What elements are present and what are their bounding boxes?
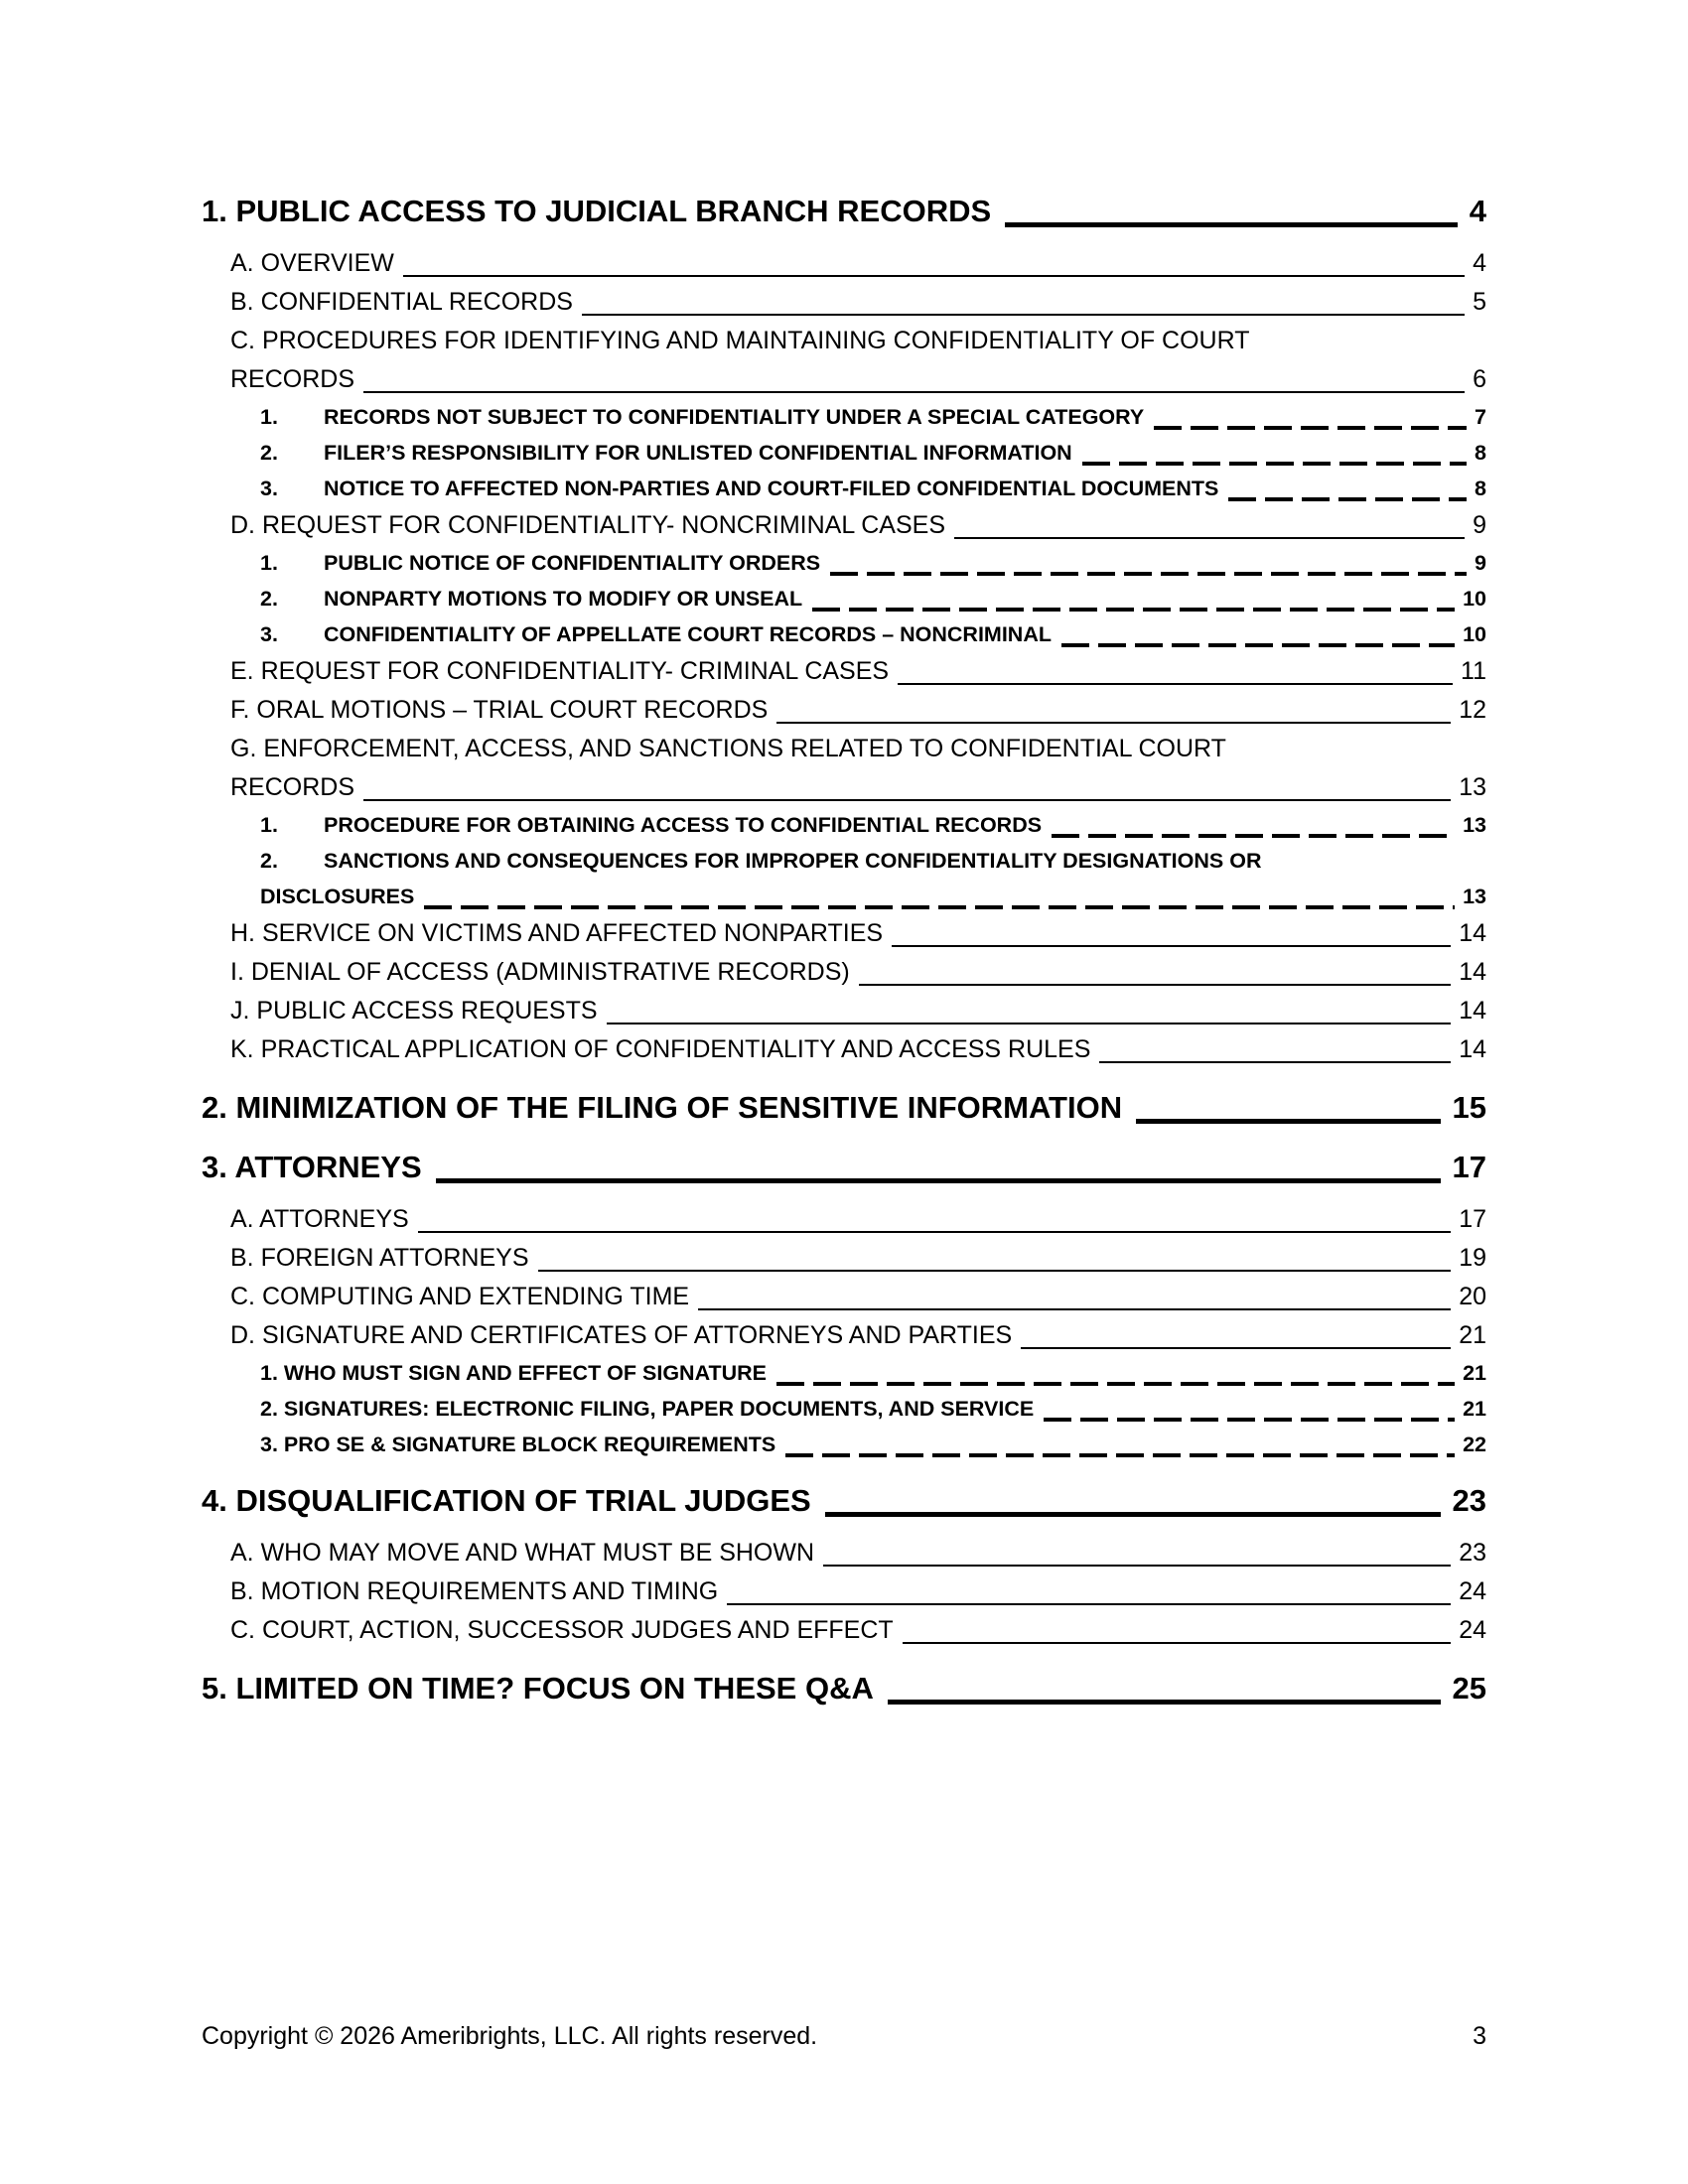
toc-leader-line <box>418 1231 1452 1233</box>
toc-entry[interactable] <box>260 545 1486 581</box>
toc-page-number: 9 <box>1473 511 1486 539</box>
copyright-text: Copyright © 2026 Ameribrights, LLC. All rights reserved. <box>202 2022 818 2050</box>
toc-entry-text: B. FOREIGN ATTORNEYS <box>230 1244 529 1272</box>
toc-entry-text: CONFIDENTIALITY OF APPELLATE COURT RECORDS – NONCRIMINAL <box>324 622 1052 646</box>
toc-entry[interactable] <box>260 807 1486 843</box>
toc-page-number: 10 <box>1463 622 1486 646</box>
toc-page-number: 4 <box>1473 249 1486 277</box>
toc-page-number: 14 <box>1459 958 1486 986</box>
toc-entry[interactable] <box>230 1030 1486 1069</box>
toc-entry-text: A. WHO MAY MOVE AND WHAT MUST BE SHOWN <box>230 1539 815 1567</box>
page-number: 3 <box>1473 2022 1486 2050</box>
toc-leader-line <box>1099 1061 1451 1063</box>
toc-leader-line <box>888 1700 1441 1705</box>
toc-page-number: 13 <box>1463 813 1486 837</box>
toc-entry-text: SANCTIONS AND CONSEQUENCES FOR IMPROPER CONFIDENTIALITY DESIGNATIONS OR <box>324 849 1262 873</box>
toc-page-number: 23 <box>1459 1539 1486 1567</box>
toc-page-number: 13 <box>1463 885 1486 908</box>
toc-leader-line <box>1082 462 1467 466</box>
toc-page-number: 24 <box>1459 1616 1486 1644</box>
toc-entry[interactable] <box>260 1355 1486 1391</box>
toc-entry-number: 1. <box>260 405 278 429</box>
toc-page-number: 20 <box>1459 1283 1486 1310</box>
toc-leader-line <box>727 1603 1451 1605</box>
toc-entry-number: 2. <box>260 587 278 611</box>
toc-leader-line <box>830 572 1467 576</box>
toc-leader-line <box>825 1512 1441 1517</box>
toc-entry-text: 4. DISQUALIFICATION OF TRIAL JUDGES <box>202 1483 811 1518</box>
toc-entry[interactable] <box>202 1480 1486 1522</box>
toc-entry-text: D. REQUEST FOR CONFIDENTIALITY- NONCRIMINAL CASES <box>230 511 946 539</box>
toc-leader-line <box>859 984 1451 986</box>
toc-entry-text: DISCLOSURES <box>260 885 415 908</box>
toc-leader-line <box>1228 497 1467 501</box>
toc-entry-wrap-line[interactable] <box>230 360 1486 399</box>
toc-entry-text: B. CONFIDENTIAL RECORDS <box>230 288 573 316</box>
toc-entry[interactable] <box>230 1611 1486 1650</box>
toc-entry-text: B. MOTION REQUIREMENTS AND TIMING <box>230 1577 719 1605</box>
toc-entry-wrap-line[interactable] <box>260 879 1486 914</box>
toc-entry[interactable] <box>260 843 1486 879</box>
toc-entry-text: 2. MINIMIZATION OF THE FILING OF SENSITIVE INFORMATION <box>202 1090 1123 1125</box>
toc-leader-line <box>1021 1347 1451 1349</box>
toc-entry-text: NOTICE TO AFFECTED NON-PARTIES AND COURT-FILED CONFIDENTIAL DOCUMENTS <box>324 477 1219 500</box>
toc-leader-line <box>538 1270 1452 1272</box>
toc-entry-text: E. REQUEST FOR CONFIDENTIALITY- CRIMINAL CASES <box>230 657 890 685</box>
toc-page-number: 12 <box>1459 696 1486 724</box>
toc-entry-text: 1. PUBLIC ACCESS TO JUDICIAL BRANCH RECORDS <box>202 194 992 228</box>
toc-leader-line <box>823 1565 1451 1567</box>
toc-entry-wrap-line[interactable] <box>230 768 1486 807</box>
toc-entry[interactable] <box>230 691 1486 730</box>
toc-leader-line <box>698 1308 1451 1310</box>
toc-page-number: 22 <box>1463 1433 1486 1456</box>
toc-page-number: 10 <box>1463 587 1486 611</box>
toc-entry[interactable] <box>230 730 1486 768</box>
toc-entry[interactable] <box>230 506 1486 545</box>
toc-leader-line <box>1061 643 1455 647</box>
toc-entry-text: G. ENFORCEMENT, ACCESS, AND SANCTIONS RELATED TO CONFIDENTIAL COURT <box>230 735 1226 762</box>
toc-page-number: 19 <box>1459 1244 1486 1272</box>
toc-entry-number: 3. <box>260 477 278 500</box>
toc-entry-number: 1. <box>260 551 278 575</box>
toc-entry-text: PROCEDURE FOR OBTAINING ACCESS TO CONFIDENTIAL RECORDS <box>324 813 1043 837</box>
toc-page-number: 9 <box>1475 551 1486 575</box>
toc-page-number: 8 <box>1475 477 1486 500</box>
toc-page-number: 7 <box>1475 405 1486 429</box>
toc-entry-text: A. OVERVIEW <box>230 249 394 277</box>
toc-entry[interactable] <box>260 1427 1486 1462</box>
toc-entry[interactable] <box>230 322 1486 360</box>
toc-page-number: 8 <box>1475 441 1486 465</box>
toc-page-number: 11 <box>1461 657 1486 685</box>
toc-page-number: 21 <box>1463 1361 1486 1385</box>
toc-page-number: 14 <box>1459 997 1486 1024</box>
toc-leader-line <box>903 1642 1452 1644</box>
toc-leader-line <box>436 1178 1441 1183</box>
toc-page-number: 13 <box>1459 773 1486 801</box>
toc-entry-text: FILER’S RESPONSIBILITY FOR UNLISTED CONFIDENTIAL INFORMATION <box>324 441 1072 465</box>
toc-entry[interactable] <box>230 992 1486 1030</box>
toc-entry-text: 1. WHO MUST SIGN AND EFFECT OF SIGNATURE <box>260 1361 768 1385</box>
toc-page-number: 24 <box>1459 1577 1486 1605</box>
toc-entry-text: C. COURT, ACTION, SUCCESSOR JUDGES AND EFFECT <box>230 1616 894 1644</box>
toc-entry-text: RECORDS <box>230 773 355 801</box>
toc-entry-number: 3. <box>260 622 278 646</box>
toc-entry[interactable] <box>202 191 1486 232</box>
toc-page-number: 21 <box>1459 1321 1486 1349</box>
toc-entry-text: H. SERVICE ON VICTIMS AND AFFECTED NONPARTIES <box>230 919 884 947</box>
toc-entry[interactable] <box>230 244 1486 283</box>
toc-entry-text: 3. ATTORNEYS <box>202 1150 422 1184</box>
toc-leader-line <box>1005 222 1458 227</box>
toc-page-number: 25 <box>1452 1671 1486 1706</box>
toc-leader-line <box>812 608 1455 612</box>
toc-entry[interactable] <box>230 914 1486 953</box>
toc-entry[interactable] <box>260 435 1486 471</box>
toc-entry[interactable] <box>260 581 1486 616</box>
toc-entry-text: 3. PRO SE & SIGNATURE BLOCK REQUIREMENTS <box>260 1433 776 1456</box>
toc-entry-text: J. PUBLIC ACCESS REQUESTS <box>230 997 598 1024</box>
toc-entry-text: RECORDS <box>230 365 355 393</box>
toc-entry-text: PUBLIC NOTICE OF CONFIDENTIALITY ORDERS <box>324 551 821 575</box>
toc-entry[interactable] <box>230 1534 1486 1572</box>
toc-entry[interactable] <box>230 1316 1486 1355</box>
toc-entry[interactable] <box>230 1278 1486 1316</box>
toc-leader-line <box>892 945 1451 947</box>
toc-entry[interactable] <box>202 1147 1486 1188</box>
toc-entry[interactable] <box>202 1087 1486 1129</box>
toc-leader-line <box>363 799 1451 801</box>
toc-leader-line <box>424 905 1455 909</box>
toc-entry[interactable] <box>230 953 1486 992</box>
toc-page-number: 15 <box>1452 1090 1486 1125</box>
toc-leader-line <box>776 722 1451 724</box>
toc-leader-line <box>363 391 1465 393</box>
toc-entry[interactable] <box>230 1239 1486 1278</box>
toc-entry[interactable] <box>260 471 1486 506</box>
table-of-contents <box>202 191 1486 1709</box>
toc-entry[interactable] <box>230 283 1486 322</box>
toc-entry-text: C. PROCEDURES FOR IDENTIFYING AND MAINTAINING CONFIDENTIALITY OF COURT <box>230 327 1250 354</box>
toc-entry[interactable] <box>260 1391 1486 1427</box>
toc-page-number: 23 <box>1452 1483 1486 1518</box>
toc-page-number: 21 <box>1463 1397 1486 1421</box>
toc-entry-text: 5. LIMITED ON TIME? FOCUS ON THESE Q&A <box>202 1671 874 1706</box>
toc-entry[interactable] <box>202 1668 1486 1709</box>
toc-leader-line <box>898 683 1453 685</box>
toc-entry[interactable] <box>230 652 1486 691</box>
toc-entry-number: 2. <box>260 441 278 465</box>
toc-entry-number: 2. <box>260 849 278 873</box>
toc-leader-line <box>1154 426 1467 430</box>
toc-entry-text: NONPARTY MOTIONS TO MODIFY OR UNSEAL <box>324 587 803 611</box>
toc-entry-text: 2. SIGNATURES: ELECTRONIC FILING, PAPER DOCUMENTS, AND SERVICE <box>260 1397 1035 1421</box>
toc-entry-text: RECORDS NOT SUBJECT TO CONFIDENTIALITY UNDER A SPECIAL CATEGORY <box>324 405 1145 429</box>
toc-leader-line <box>1136 1119 1440 1124</box>
toc-entry-text: K. PRACTICAL APPLICATION OF CONFIDENTIALITY AND ACCESS RULES <box>230 1035 1091 1063</box>
toc-leader-line <box>1044 1418 1455 1422</box>
toc-leader-line <box>607 1023 1452 1024</box>
toc-entry-text: D. SIGNATURE AND CERTIFICATES OF ATTORNEYS AND PARTIES <box>230 1321 1013 1349</box>
toc-entry[interactable] <box>260 616 1486 652</box>
toc-entry-text: I. DENIAL OF ACCESS (ADMINISTRATIVE RECORDS) <box>230 958 850 986</box>
page-footer <box>202 2021 1486 2051</box>
toc-page-number: 17 <box>1452 1150 1486 1184</box>
toc-leader-line <box>582 314 1465 316</box>
toc-entry-text: C. COMPUTING AND EXTENDING TIME <box>230 1283 690 1310</box>
toc-leader-line <box>776 1382 1455 1386</box>
toc-entry[interactable] <box>260 399 1486 435</box>
toc-page-number: 14 <box>1459 919 1486 947</box>
toc-leader-line <box>1052 834 1455 838</box>
toc-page-number: 5 <box>1473 288 1486 316</box>
toc-leader-line <box>954 537 1465 539</box>
toc-entry-text: A. ATTORNEYS <box>230 1205 409 1233</box>
toc-leader-line <box>785 1453 1455 1457</box>
toc-page-number: 6 <box>1473 365 1486 393</box>
toc-page-number: 17 <box>1459 1205 1486 1233</box>
toc-entry-text: F. ORAL MOTIONS – TRIAL COURT RECORDS <box>230 696 769 724</box>
toc-page-number: 4 <box>1469 194 1486 228</box>
toc-entry-number: 1. <box>260 813 278 837</box>
toc-page-number: 14 <box>1459 1035 1486 1063</box>
toc-entry[interactable] <box>230 1572 1486 1611</box>
toc-leader-line <box>403 275 1465 277</box>
toc-entry[interactable] <box>230 1200 1486 1239</box>
